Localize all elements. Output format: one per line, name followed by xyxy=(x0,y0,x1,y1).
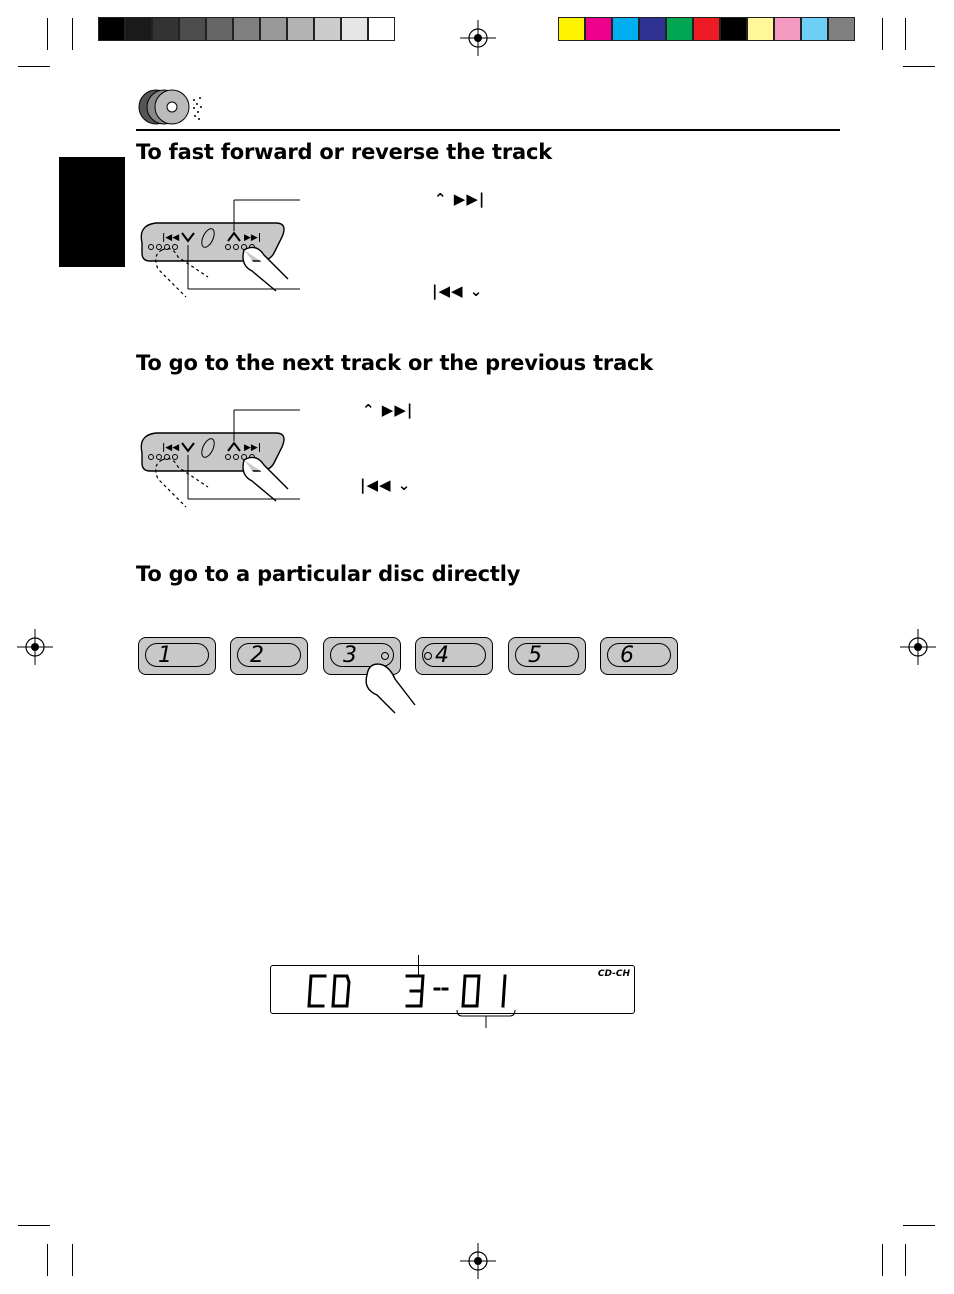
calibration-swatch xyxy=(639,17,666,41)
calibration-swatch xyxy=(233,17,260,41)
svg-text:▶▶|: ▶▶| xyxy=(244,233,262,243)
key-face xyxy=(515,643,579,667)
display-digits xyxy=(307,972,527,1010)
preset-key-label: 6 xyxy=(620,643,634,668)
preset-key-label: 2 xyxy=(250,643,264,668)
calibration-swatch xyxy=(747,17,774,41)
up-skip-forward-icon: ⌃ ▶▶| xyxy=(434,190,486,208)
heading-particular-disc: To go to a particular disc directly xyxy=(136,562,521,586)
calibration-swatch xyxy=(801,17,828,41)
cd-ch-indicator: CD-CH xyxy=(597,969,630,979)
language-tab xyxy=(59,157,125,267)
cd-disc-icon xyxy=(138,86,208,128)
calibration-swatch xyxy=(666,17,693,41)
preset-key-1[interactable] xyxy=(138,637,216,675)
lcd-display xyxy=(270,965,635,1014)
preset-key-label: 1 xyxy=(158,643,172,668)
control-panel-illustration xyxy=(136,195,306,300)
track-number-bracket xyxy=(454,1010,518,1028)
preset-key-label: 5 xyxy=(528,643,542,668)
header-rule xyxy=(136,129,840,131)
registration-target-icon xyxy=(460,20,496,56)
calibration-swatch xyxy=(720,17,747,41)
up-skip-forward-icon: ⌃ ▶▶| xyxy=(362,401,414,419)
svg-text:|◀◀: |◀◀ xyxy=(162,443,180,453)
svg-text:▶▶|: ▶▶| xyxy=(244,443,262,453)
preset-key-label: 3 xyxy=(343,643,357,668)
calibration-swatch xyxy=(612,17,639,41)
calibration-swatch xyxy=(152,17,179,41)
calibration-swatch xyxy=(693,17,720,41)
calibration-swatch xyxy=(585,17,612,41)
skip-back-down-icon: |◀◀ ⌄ xyxy=(432,282,484,300)
key-face xyxy=(237,643,301,667)
finger-press-icon xyxy=(355,655,425,715)
calibration-swatch xyxy=(558,17,585,41)
heading-next-track: To go to the next track or the previous track xyxy=(136,351,654,375)
key-face xyxy=(145,643,209,667)
preset-key-2[interactable] xyxy=(230,637,308,675)
preset-key-5[interactable] xyxy=(508,637,586,675)
skip-back-down-icon: |◀◀ ⌄ xyxy=(360,476,412,494)
heading-fast-forward: To fast forward or reverse the track xyxy=(136,140,552,164)
calibration-swatch xyxy=(287,17,314,41)
key-indicator-dot xyxy=(424,652,432,660)
calibration-swatch xyxy=(314,17,341,41)
calibration-swatch xyxy=(125,17,152,41)
calibration-swatch xyxy=(774,17,801,41)
registration-target-icon xyxy=(17,629,53,665)
key-face xyxy=(607,643,671,667)
calibration-swatch xyxy=(260,17,287,41)
calibration-swatch xyxy=(341,17,368,41)
preset-key-4[interactable] xyxy=(415,637,493,675)
preset-key-6[interactable] xyxy=(600,637,678,675)
calibration-swatch xyxy=(368,17,395,41)
calibration-swatch xyxy=(179,17,206,41)
calibration-swatch xyxy=(828,17,855,41)
svg-text:|◀◀: |◀◀ xyxy=(162,233,180,243)
control-panel-illustration xyxy=(136,405,306,510)
registration-target-icon xyxy=(460,1243,496,1279)
calibration-swatch xyxy=(98,17,125,41)
calibration-swatch xyxy=(206,17,233,41)
preset-key-label: 4 xyxy=(435,643,449,668)
registration-target-icon xyxy=(900,629,936,665)
